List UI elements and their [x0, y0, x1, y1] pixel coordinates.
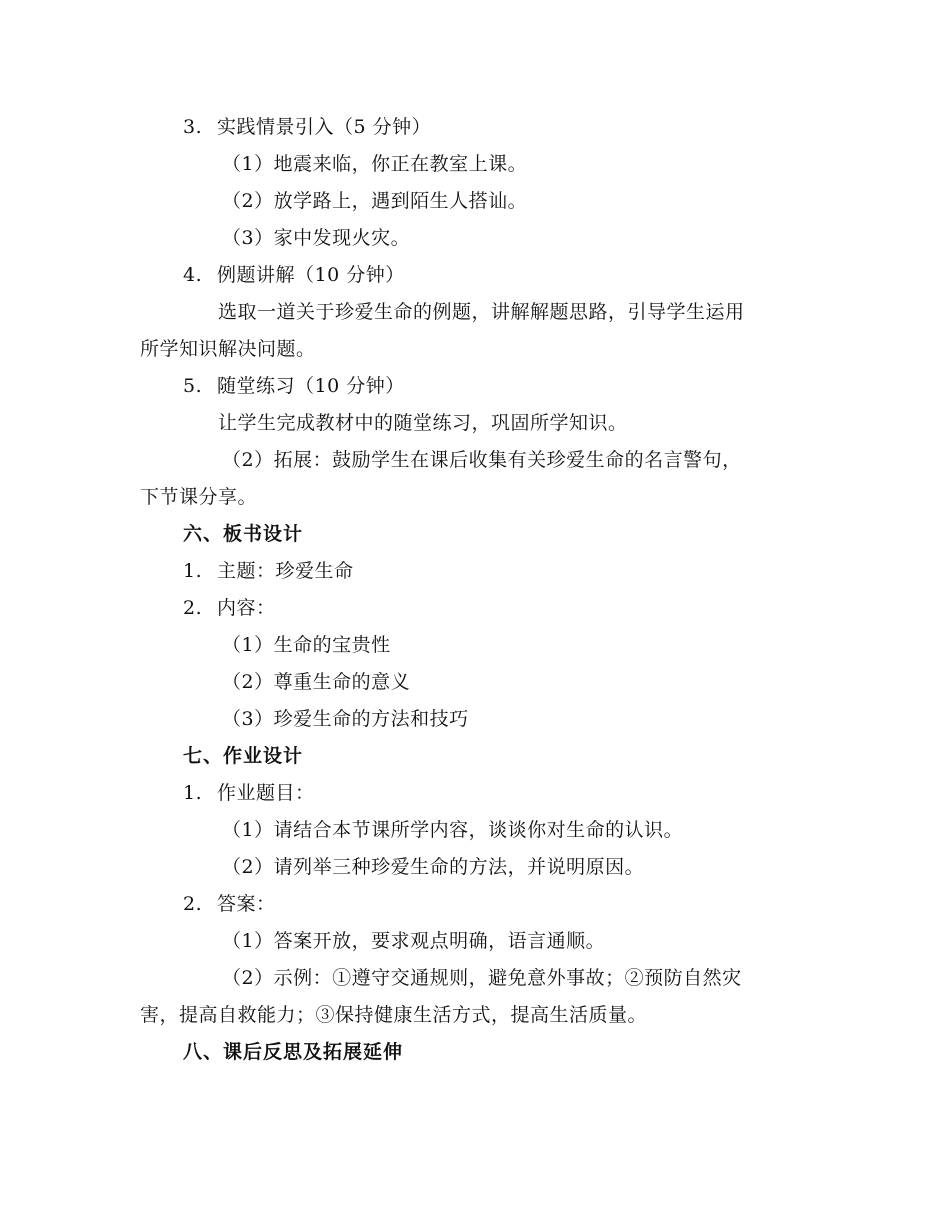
homework-answer-2-line-2: 害，提高自救能力；③保持健康生活方式，提高生活质量。	[140, 1004, 648, 1026]
board-item-1: 1. 主题：珍爱生命	[183, 560, 354, 582]
section-3-item-1: （1）地震来临，你正在教室上课。	[222, 153, 528, 175]
section-5-body: 让学生完成教材中的随堂练习，巩固所学知识。	[218, 412, 628, 434]
homework-item-1: 1. 作业题目：	[183, 782, 315, 804]
homework-item-2: 2. 答案：	[183, 893, 276, 915]
section-4-body-line-1: 选取一道关于珍爱生命的例题，讲解解题思路，引导学生运用	[218, 301, 745, 323]
board-subitem-1: （1）生命的宝贵性	[222, 634, 391, 656]
heading-homework-design: 七、作业设计	[183, 745, 304, 767]
section-5-extension-line-2: 下节课分享。	[140, 486, 258, 508]
homework-question-1: （1）请结合本节课所学内容，谈谈你对生命的认识。	[222, 819, 684, 841]
section-5-extension-line-1: （2）拓展：鼓励学生在课后收集有关珍爱生命的名言警句，	[222, 449, 742, 471]
section-3-item-2: （2）放学路上，遇到陌生人搭讪。	[222, 190, 528, 212]
board-item-2: 2. 内容：	[183, 597, 276, 619]
section-4-title: 4. 例题讲解（10 分钟）	[183, 264, 405, 286]
board-subitem-3: （3）珍爱生命的方法和技巧	[222, 708, 469, 730]
section-4-body-line-2: 所学知识解决问题。	[140, 338, 316, 360]
heading-board-design: 六、板书设计	[183, 523, 304, 545]
section-3-item-3: （3）家中发现火灾。	[222, 227, 411, 249]
homework-answer-2-line-1: （2）示例：①遵守交通规则，避免意外事故；②预防自然灾	[222, 967, 742, 989]
section-3-title: 3. 实践情景引入（5 分钟）	[183, 116, 432, 138]
board-subitem-2: （2）尊重生命的意义	[222, 671, 411, 693]
homework-question-2: （2）请列举三种珍爱生命的方法，并说明原因。	[222, 856, 645, 878]
heading-reflection: 八、课后反思及拓展延伸	[183, 1041, 404, 1063]
section-5-title: 5. 随堂练习（10 分钟）	[183, 375, 405, 397]
homework-answer-1: （1）答案开放，要求观点明确，语言通顺。	[222, 930, 606, 952]
